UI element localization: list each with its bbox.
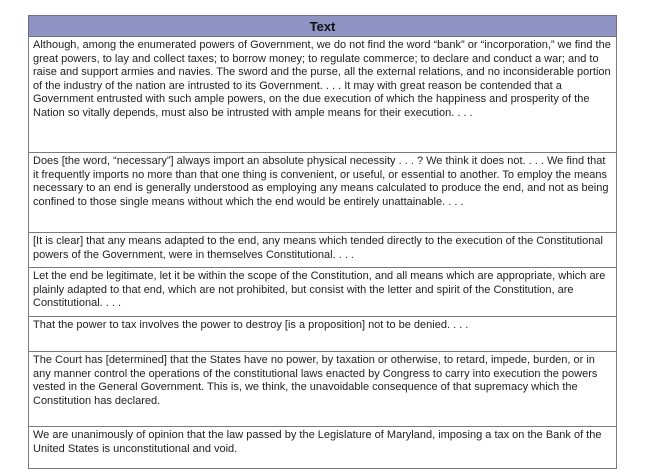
text-cell: That the power to tax involves the power to destroy [is a proposition] not to be denied. . . . [29,317,617,352]
text-cell: Does [the word, “necessary”] always import an absolute physical necessity . . . ? We think it does not. . . . We find that it frequently imports no more than that one thing is convenient, or useful, or essential to another. To employ the means necessary to an end is generally understood as employing any means calculated to produce the end, and not as being confined to those single means without which the end would be entirely unattainable. . . . [29,153,617,233]
header-row [29,16,617,37]
table-row [29,427,617,469]
table-row [29,37,617,153]
text-cell: We are unanimously of opinion that the law passed by the Legislature of Maryland, imposing a tax on the Bank of the United States is unconstitutional and void. [29,427,617,469]
text-cell: Although, among the enumerated powers of Government, we do not find the word “bank” or “incorporation,” we find the great powers, to lay and collect taxes; to borrow money; to regulate commerce; to declare and conduct a war; and to raise and support armies and navies. The sword and the purse, all the external relations, and no inconsiderable portion of the industry of the nation are intrusted to its Government. . . . It may with great reason be contended that a Government entrusted with such ample powers, on the due execution of which the happiness and prosperity of the Nation so vitally depends, must also be intrusted with ample means for their execution. . . . [29,37,617,153]
column-header-text: Text [29,16,617,37]
excerpt-table [28,15,617,469]
table-row [29,352,617,427]
text-cell: Let the end be legitimate, let it be within the scope of the Constitution, and all means which are appropriate, which are plainly adapted to that end, which are not prohibited, but consist with the letter and spirit of the Constitution, are Constitutional. . . . [29,268,617,317]
table-row [29,268,617,317]
table-row [29,153,617,233]
table-row [29,233,617,268]
text-cell: [It is clear] that any means adapted to the end, any means which tended directly to the execution of the Constitutional powers of the Government, were in themselves Constitutional. . . . [29,233,617,268]
text-cell: The Court has [determined] that the States have no power, by taxation or otherwise, to retard, impede, burden, or in any manner control the operations of the constitutional laws enacted by Congress to carry into execution the powers vested in the General Government. This is, we think, the unavoidable consequence of that supremacy which the Constitution has declared. [29,352,617,427]
table-row [29,317,617,352]
